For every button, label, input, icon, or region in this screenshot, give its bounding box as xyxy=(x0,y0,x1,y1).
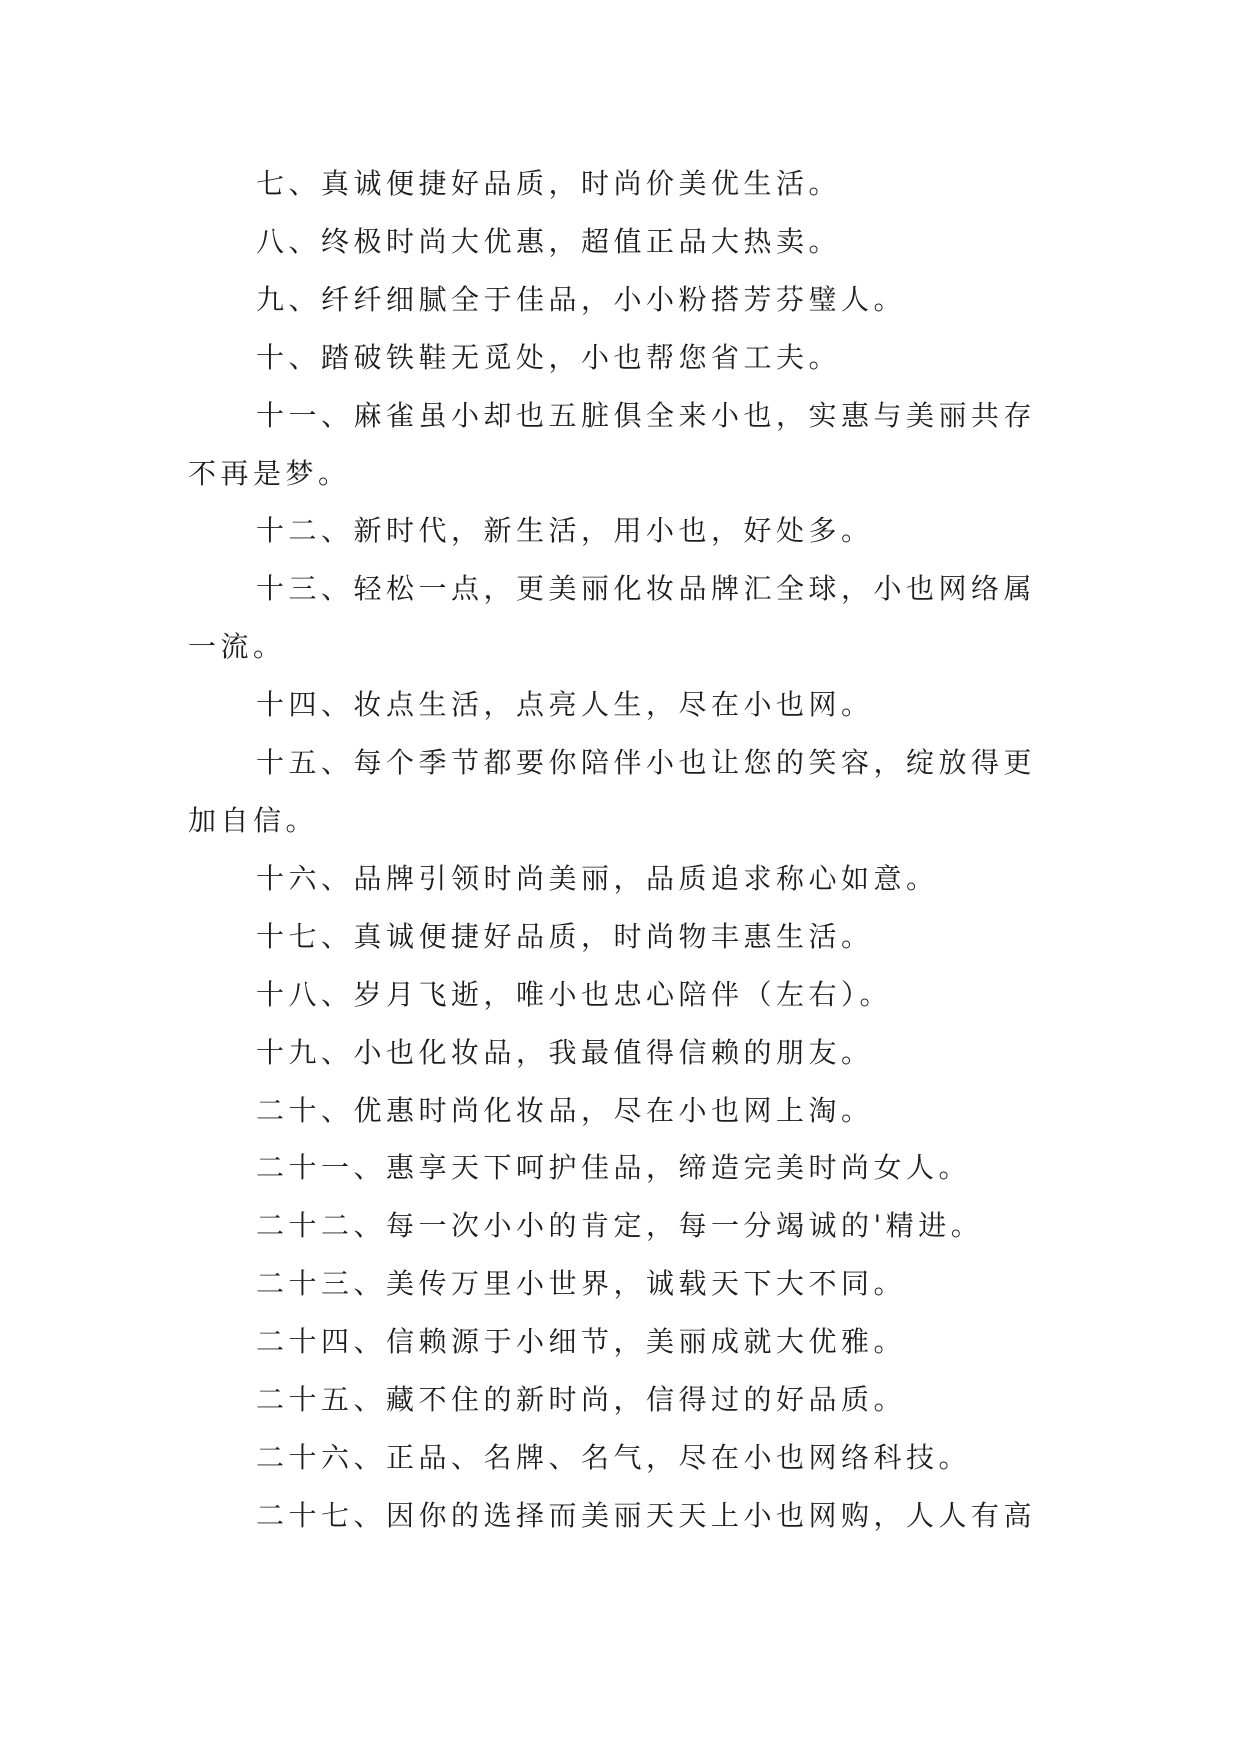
paragraph: 十六、品牌引领时尚美丽，品质追求称心如意。 xyxy=(256,861,939,895)
paragraph: 十四、妆点生活，点亮人生，尽在小也网。 xyxy=(256,688,874,722)
paragraph: 九、纤纤细腻全于佳品，小小粉搭芳芬璧人。 xyxy=(256,282,907,316)
paragraph: 十三、轻松一点，更美丽化妆品牌汇全球，小也网络属一流。 xyxy=(188,572,1037,664)
paragraph: 二十七、因你的选择而美丽天天上小也网购，人人有高 xyxy=(256,1498,1037,1532)
paragraph: 十九、小也化妆品，我最值得信赖的朋友。 xyxy=(256,1035,874,1069)
paragraph: 二十四、信赖源于小细节，美丽成就大优雅。 xyxy=(256,1325,907,1359)
paragraph: 十二、新时代，新生活，用小也，好处多。 xyxy=(256,514,874,548)
paragraph: 二十二、每一次小小的肯定，每一分竭诚的'精进。 xyxy=(256,1209,984,1243)
paragraph: 二十、优惠时尚化妆品，尽在小也网上淘。 xyxy=(256,1093,874,1127)
paragraph: 二十一、惠享天下呵护佳品，缔造完美时尚女人。 xyxy=(256,1151,972,1185)
paragraph: 十五、每个季节都要你陪伴小也让您的笑容，绽放得更加自信。 xyxy=(188,746,1037,837)
paragraph: 二十六、正品、名牌、名气，尽在小也网络科技。 xyxy=(256,1440,972,1474)
paragraph: 二十五、藏不住的新时尚，信得过的好品质。 xyxy=(256,1383,907,1417)
paragraph: 二十三、美传万里小世界，诚载天下大不同。 xyxy=(256,1267,907,1301)
paragraph: 十一、麻雀虽小却也五脏俱全来小也，实惠与美丽共存不再是梦。 xyxy=(188,398,1037,490)
paragraph: 十七、真诚便捷好品质，时尚物丰惠生活。 xyxy=(256,919,874,953)
paragraph: 七、真诚便捷好品质，时尚价美优生活。 xyxy=(256,167,842,200)
paragraph: 八、终极时尚大优惠，超值正品大热卖。 xyxy=(256,224,842,258)
document-body xyxy=(188,155,1048,1545)
paragraph: 十八、岁月飞逝，唯小也忠心陪伴（左右）。 xyxy=(256,977,893,1011)
paragraph: 十、踏破铁鞋无觅处，小也帮您省工夫。 xyxy=(256,340,842,374)
